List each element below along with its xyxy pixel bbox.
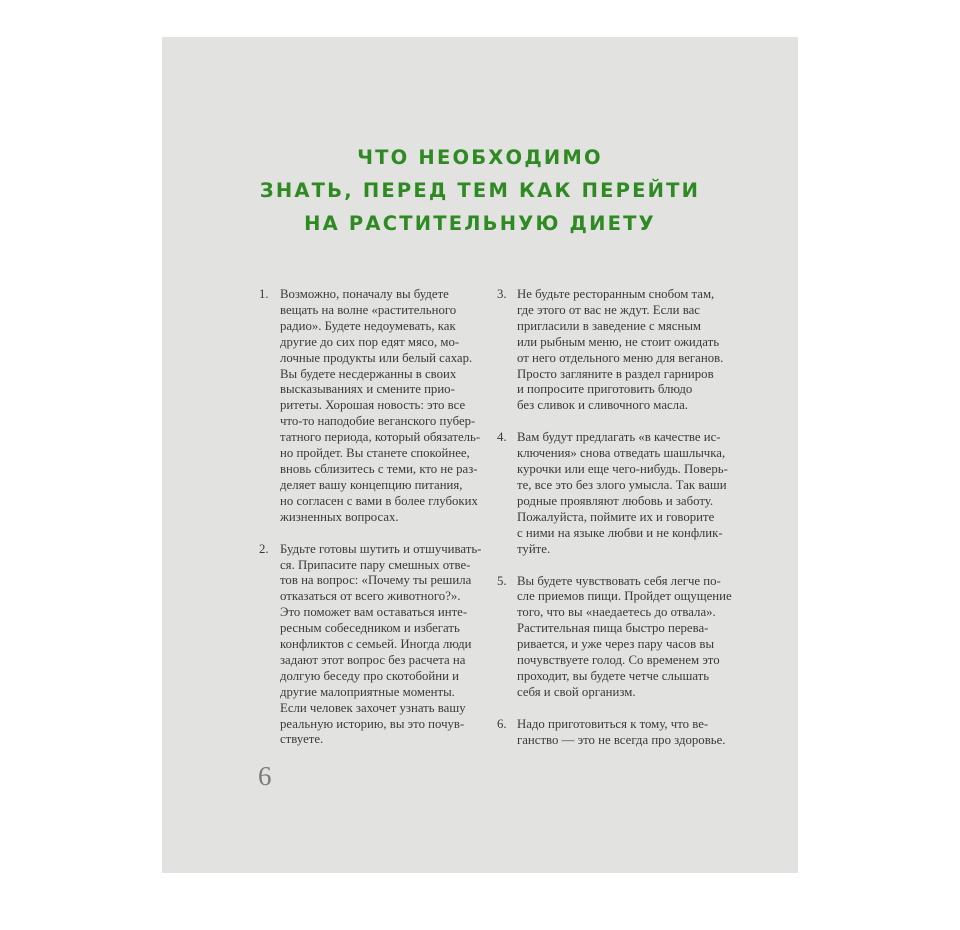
- item-text: Будьте готовы шутить и отшучивать- ся. Припасите пару смешных отве- тов на вопрос: «Почему ты решила отказаться от всего животного?». Это поможет вам оставаться инте- ресным собеседником и избегать конфликтов с семьей. Иногда люди задают этот вопрос без расчета на долгую беседу про скотобойни и другие малоприятные моменты. Если человек захочет узнать вашу реальную историю, вы это почув- ствуете.: [280, 541, 482, 747]
- item-number: 3.: [497, 287, 507, 301]
- item-number: 5.: [497, 573, 507, 588]
- title-line: ЗНАТЬ, ПЕРЕД ТЕМ КАК ПЕРЕЙТИ: [259, 179, 701, 202]
- list-item: [497, 287, 727, 414]
- list-column-left: [259, 287, 482, 764]
- title-line: НА РАСТИТЕЛЬНУЮ ДИЕТУ: [304, 212, 656, 235]
- item-text: Не будьте ресторанным снобом там, где этого от вас не ждут. Если вас пригласили в заведение с мясным или рыбным меню, не стоит ожидать от него отдельного меню для веганов. Просто загляните в раздел гарниров и попросите приготовить блюдо без сливок и сливочного масла.: [517, 287, 724, 413]
- list-item: [497, 430, 727, 557]
- item-number: 1.: [259, 287, 269, 301]
- item-number: 2.: [259, 541, 269, 556]
- item-text: Вам будут предлагать «в качестве ис- ключения» снова отведать шашлычка, курочки или еще чего-нибудь. Поверь- те, все это без злого умысла. Так ваши родные проявляют любовь и заботу. Пожалуйста, поймите их и говорите с ними на языке любви и не конфлик- туйте.: [517, 430, 728, 556]
- item-text: Возможно, поначалу вы будете вещать на волне «растительного радио». Будете недоумевать, как другие до сих пор едят мясо, мо- лочные продукты или белый сахар. Вы будете несдержанны в своих высказываниях и смените прио- ритеты. Хорошая новость: это все что-то наподобие веганского пубер- татного периода, который обязатель- но пройдет. Вы станете спокойнее, вновь сблизитесь с теми, кто не раз- деляет вашу концепцию питания, но согласен с вами в более глубоких жизненных вопросах.: [280, 287, 481, 524]
- item-number: 6.: [497, 716, 507, 731]
- list-column-right: [497, 287, 732, 765]
- item-text: Вы будете чувствовать себя легче по- сле приемов пищи. Пройдет ощущение того, что вы «наедаетесь до отвала». Растительная пища быстро перева- ривается, и уже через пару часов вы почувствуете голод. Со временем это проходит, вы будете четче слышать себя и свой организм.: [517, 573, 732, 699]
- list-item: [497, 717, 727, 749]
- book-page: [162, 37, 798, 873]
- chapter-title: [162, 141, 798, 240]
- list-item: [259, 541, 482, 749]
- list-item: [259, 287, 481, 526]
- list-item: [497, 573, 732, 701]
- item-number: 4.: [497, 430, 507, 445]
- title-line: ЧТО НЕОБХОДИМО: [357, 146, 603, 169]
- item-text: Надо приготовиться к тому, что ве- ганство — это не всегда про здоровье.: [517, 716, 726, 747]
- page-number: 6: [258, 761, 272, 791]
